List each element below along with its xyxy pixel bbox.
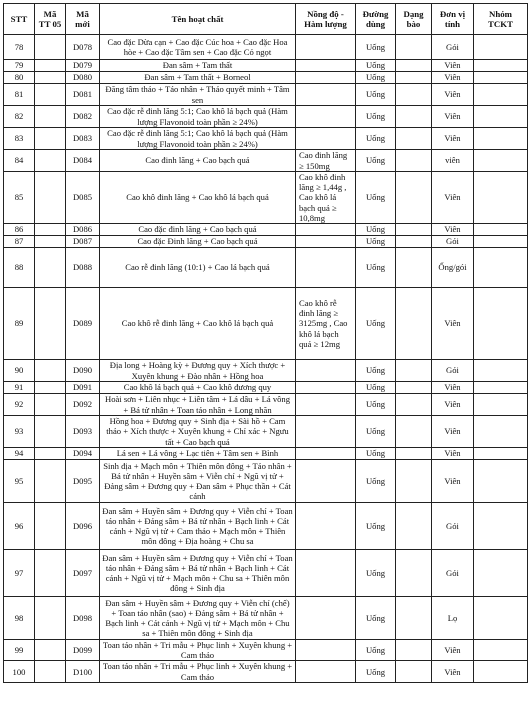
row-ma-moi: D088 bbox=[66, 248, 100, 288]
row-dang-bao bbox=[396, 550, 432, 597]
row-duong-dung: Uống bbox=[356, 288, 396, 360]
row-stt: 96 bbox=[4, 503, 35, 550]
row-ma-moi: D099 bbox=[66, 640, 100, 661]
row-ten-hoat-chat: Đan sâm + Tam thất bbox=[100, 60, 296, 72]
table-row bbox=[4, 661, 528, 682]
row-ma-moi: D096 bbox=[66, 503, 100, 550]
table-row bbox=[4, 503, 528, 550]
table-row bbox=[4, 35, 528, 60]
row-stt: 91 bbox=[4, 382, 35, 394]
row-stt: 89 bbox=[4, 288, 35, 360]
row-don-vi: Viên bbox=[432, 60, 474, 72]
row-nhom bbox=[474, 416, 528, 448]
row-don-vi: Viên bbox=[432, 72, 474, 84]
row-stt: 78 bbox=[4, 35, 35, 60]
header-stt: STT bbox=[4, 4, 35, 35]
row-stt: 93 bbox=[4, 416, 35, 448]
row-don-vi: Viên bbox=[432, 416, 474, 448]
table-row bbox=[4, 248, 528, 288]
row-don-vi: Viên bbox=[432, 128, 474, 150]
row-duong-dung: Uống bbox=[356, 640, 396, 661]
row-duong-dung: Uống bbox=[356, 416, 396, 448]
row-dang-bao bbox=[396, 360, 432, 382]
row-ten-hoat-chat: Cao khô rễ đinh lăng + Cao khô lá bạch quả bbox=[100, 288, 296, 360]
row-ma-moi: D082 bbox=[66, 106, 100, 128]
row-ma-tt05 bbox=[35, 288, 66, 360]
row-ma-moi: D090 bbox=[66, 360, 100, 382]
row-dang-bao bbox=[396, 172, 432, 224]
row-stt: 80 bbox=[4, 72, 35, 84]
row-stt: 99 bbox=[4, 640, 35, 661]
row-stt: 94 bbox=[4, 448, 35, 460]
row-don-vi: viên bbox=[432, 150, 474, 172]
row-ma-moi: D080 bbox=[66, 72, 100, 84]
row-don-vi: Viên bbox=[432, 382, 474, 394]
row-don-vi: Ống/gói bbox=[432, 248, 474, 288]
header-row bbox=[4, 4, 528, 35]
row-nong-do bbox=[296, 640, 356, 661]
row-stt: 83 bbox=[4, 128, 35, 150]
header-nhom: Nhóm TCKT bbox=[474, 4, 528, 35]
row-ten-hoat-chat: Sinh địa + Mạch môn + Thiên môn đông + Táo nhân + Bá tử nhân + Huyền sâm + Viễn chí + Ngũ vị tử + Đảng sâm + Đương quy + Đan sâm + Phục thần + Cát cánh bbox=[100, 460, 296, 503]
table-row bbox=[4, 382, 528, 394]
row-nong-do bbox=[296, 248, 356, 288]
row-ten-hoat-chat: Cao rễ đinh lăng (10:1) + Cao lá bạch quả bbox=[100, 248, 296, 288]
row-dang-bao bbox=[396, 597, 432, 640]
row-ma-moi: D087 bbox=[66, 236, 100, 248]
row-duong-dung: Uống bbox=[356, 84, 396, 106]
row-dang-bao bbox=[396, 106, 432, 128]
row-ten-hoat-chat: Cao khô lá bạch quả + Cao khô đương quy bbox=[100, 382, 296, 394]
row-ma-tt05 bbox=[35, 248, 66, 288]
row-ma-moi: D094 bbox=[66, 448, 100, 460]
row-ma-moi: D078 bbox=[66, 35, 100, 60]
row-duong-dung: Uống bbox=[356, 597, 396, 640]
row-nong-do bbox=[296, 360, 356, 382]
row-ten-hoat-chat: Toan táo nhân + Tri mẫu + Phục linh + Xuyên khung + Cam thảo bbox=[100, 661, 296, 682]
row-ten-hoat-chat: Toan táo nhân + Tri mẫu + Phục linh + Xuyên khung + Cam thảo bbox=[100, 640, 296, 661]
row-ten-hoat-chat: Cao đặc đinh lăng + Cao bạch quả bbox=[100, 224, 296, 236]
row-ten-hoat-chat: Cao đinh lăng + Cao bạch quả bbox=[100, 150, 296, 172]
table-row bbox=[4, 550, 528, 597]
row-ma-moi: D091 bbox=[66, 382, 100, 394]
row-nhom bbox=[474, 72, 528, 84]
row-ten-hoat-chat: Cao đặc Dừa cạn + Cao đặc Cúc hoa + Cao đặc Hoa hòe + Cao đặc Tâm sen + Cao đặc Cỏ ngọt bbox=[100, 35, 296, 60]
table-row bbox=[4, 72, 528, 84]
row-nong-do bbox=[296, 106, 356, 128]
row-ten-hoat-chat: Đăng tâm thảo + Táo nhân + Thảo quyết minh + Tâm sen bbox=[100, 84, 296, 106]
row-dang-bao bbox=[396, 248, 432, 288]
row-nong-do: Cao đinh lăng ≥ 150mg bbox=[296, 150, 356, 172]
row-ma-tt05 bbox=[35, 416, 66, 448]
row-ma-moi: D079 bbox=[66, 60, 100, 72]
row-don-vi: Viên bbox=[432, 661, 474, 682]
header-ma-tt05: Mã TT 05 bbox=[35, 4, 66, 35]
table-body bbox=[4, 35, 528, 683]
row-dang-bao bbox=[396, 640, 432, 661]
row-ma-tt05 bbox=[35, 597, 66, 640]
row-nhom bbox=[474, 84, 528, 106]
row-duong-dung: Uống bbox=[356, 60, 396, 72]
header-ten-hoat-chat: Tên hoạt chất bbox=[100, 4, 296, 35]
row-nong-do bbox=[296, 394, 356, 416]
header-nong-do: Nồng độ - Hàm lượng bbox=[296, 4, 356, 35]
row-ma-tt05 bbox=[35, 661, 66, 682]
row-dang-bao bbox=[396, 128, 432, 150]
row-ma-moi: D093 bbox=[66, 416, 100, 448]
row-stt: 95 bbox=[4, 460, 35, 503]
row-ma-tt05 bbox=[35, 172, 66, 224]
row-dang-bao bbox=[396, 72, 432, 84]
row-stt: 88 bbox=[4, 248, 35, 288]
header-dang-bao: Dạng bào bbox=[396, 4, 432, 35]
row-duong-dung: Uống bbox=[356, 248, 396, 288]
row-ma-moi: D097 bbox=[66, 550, 100, 597]
row-ma-moi: D092 bbox=[66, 394, 100, 416]
row-stt: 90 bbox=[4, 360, 35, 382]
row-nhom bbox=[474, 550, 528, 597]
row-duong-dung: Uống bbox=[356, 503, 396, 550]
row-ma-tt05 bbox=[35, 394, 66, 416]
row-nong-do bbox=[296, 236, 356, 248]
row-stt: 87 bbox=[4, 236, 35, 248]
row-ma-tt05 bbox=[35, 382, 66, 394]
row-don-vi: Viên bbox=[432, 460, 474, 503]
row-nhom bbox=[474, 150, 528, 172]
row-ma-tt05 bbox=[35, 640, 66, 661]
row-ma-tt05 bbox=[35, 72, 66, 84]
row-nhom bbox=[474, 448, 528, 460]
row-duong-dung: Uống bbox=[356, 72, 396, 84]
row-nhom bbox=[474, 640, 528, 661]
drug-table bbox=[3, 3, 528, 683]
row-nhom bbox=[474, 597, 528, 640]
table-row bbox=[4, 288, 528, 360]
row-ten-hoat-chat: Cao đặc rễ đinh lăng 5:1; Cao khô lá bạch quả (Hàm lượng Flavonoid toàn phần ≥ 24%) bbox=[100, 106, 296, 128]
row-dang-bao bbox=[396, 236, 432, 248]
row-ma-moi: D083 bbox=[66, 128, 100, 150]
row-stt: 81 bbox=[4, 84, 35, 106]
row-ten-hoat-chat: Cao khô đinh lăng + Cao khô lá bạch quả bbox=[100, 172, 296, 224]
row-nhom bbox=[474, 382, 528, 394]
row-ma-moi: D095 bbox=[66, 460, 100, 503]
row-nong-do bbox=[296, 448, 356, 460]
row-nhom bbox=[474, 288, 528, 360]
row-duong-dung: Uống bbox=[356, 448, 396, 460]
row-don-vi: Lọ bbox=[432, 597, 474, 640]
row-ma-tt05 bbox=[35, 503, 66, 550]
row-duong-dung: Uống bbox=[356, 35, 396, 60]
table-row bbox=[4, 106, 528, 128]
header-ma-moi: Mã mới bbox=[66, 4, 100, 35]
row-ten-hoat-chat: Cao đặc Đinh lăng + Cao bạch quả bbox=[100, 236, 296, 248]
row-stt: 85 bbox=[4, 172, 35, 224]
row-nhom bbox=[474, 60, 528, 72]
document-page bbox=[3, 3, 528, 683]
row-ma-tt05 bbox=[35, 460, 66, 503]
row-ma-tt05 bbox=[35, 60, 66, 72]
row-stt: 86 bbox=[4, 224, 35, 236]
row-ma-moi: D081 bbox=[66, 84, 100, 106]
row-don-vi: Viên bbox=[432, 288, 474, 360]
row-dang-bao bbox=[396, 448, 432, 460]
row-don-vi: Viên bbox=[432, 640, 474, 661]
row-don-vi: Viên bbox=[432, 224, 474, 236]
row-nong-do bbox=[296, 224, 356, 236]
row-ten-hoat-chat: Đan sâm + Tam thất + Borneol bbox=[100, 72, 296, 84]
table-row bbox=[4, 84, 528, 106]
row-nong-do: Cao khô rễ đinh lăng ≥ 3125mg , Cao khô lá bạch quả ≥ 12mg bbox=[296, 288, 356, 360]
row-nong-do bbox=[296, 550, 356, 597]
row-stt: 92 bbox=[4, 394, 35, 416]
row-nhom bbox=[474, 503, 528, 550]
row-nhom bbox=[474, 394, 528, 416]
row-duong-dung: Uống bbox=[356, 394, 396, 416]
row-stt: 82 bbox=[4, 106, 35, 128]
table-row bbox=[4, 224, 528, 236]
row-duong-dung: Uống bbox=[356, 550, 396, 597]
row-stt: 79 bbox=[4, 60, 35, 72]
row-stt: 97 bbox=[4, 550, 35, 597]
row-ten-hoat-chat: Hoài sơn + Liên nhục + Liên tâm + Lá dâu + Lá vông + Bá tử nhân + Toan táo nhân + Long nhãn bbox=[100, 394, 296, 416]
row-stt: 100 bbox=[4, 661, 35, 682]
row-dang-bao bbox=[396, 394, 432, 416]
row-nong-do bbox=[296, 661, 356, 682]
row-nhom bbox=[474, 236, 528, 248]
row-stt: 84 bbox=[4, 150, 35, 172]
row-nong-do bbox=[296, 503, 356, 550]
row-nong-do bbox=[296, 128, 356, 150]
table-row bbox=[4, 360, 528, 382]
row-nong-do bbox=[296, 60, 356, 72]
row-nong-do bbox=[296, 416, 356, 448]
row-don-vi: Viên bbox=[432, 106, 474, 128]
row-ten-hoat-chat: Đan sâm + Huyền sâm + Đương quy + Viễn chí + Toan táo nhân + Đảng sâm + Bá tử nhân + Bạch linh + Cát cánh + Ngũ vị tử + Mạch môn + Chu sa + Thiên môn đông + Sinh địa bbox=[100, 550, 296, 597]
row-dang-bao bbox=[396, 382, 432, 394]
row-ma-moi: D084 bbox=[66, 150, 100, 172]
row-ma-tt05 bbox=[35, 150, 66, 172]
row-don-vi: Gói bbox=[432, 503, 474, 550]
row-don-vi: Gói bbox=[432, 35, 474, 60]
row-duong-dung: Uống bbox=[356, 382, 396, 394]
row-nong-do bbox=[296, 72, 356, 84]
table-row bbox=[4, 394, 528, 416]
row-ten-hoat-chat: Địa long + Hoàng kỳ + Đương quy + Xích thược + Xuyên khung + Đào nhân + Hồng hoa bbox=[100, 360, 296, 382]
row-stt: 98 bbox=[4, 597, 35, 640]
row-ten-hoat-chat: Hồng hoa + Đương quy + Sinh địa + Sài hồ + Cam thảo + Xích thược + Xuyên khung + Chỉ xác + Ngưu tất + Cao bạch quả bbox=[100, 416, 296, 448]
row-ma-moi: D089 bbox=[66, 288, 100, 360]
row-nhom bbox=[474, 35, 528, 60]
row-don-vi: Viên bbox=[432, 394, 474, 416]
table-row bbox=[4, 597, 528, 640]
row-duong-dung: Uống bbox=[356, 172, 396, 224]
row-don-vi: Viên bbox=[432, 172, 474, 224]
table-row bbox=[4, 416, 528, 448]
row-nhom bbox=[474, 360, 528, 382]
row-nhom bbox=[474, 661, 528, 682]
row-ten-hoat-chat: Cao đặc rễ đinh lăng 5:1; Cao khô lá bạch quả (Hàm lượng Flavonoid toàn phần ≥ 24%) bbox=[100, 128, 296, 150]
row-ten-hoat-chat: Lá sen + Lá vông + Lạc tiên + Tâm sen + Bình bbox=[100, 448, 296, 460]
row-don-vi: Viên bbox=[432, 84, 474, 106]
row-dang-bao bbox=[396, 150, 432, 172]
row-dang-bao bbox=[396, 661, 432, 682]
row-nhom bbox=[474, 172, 528, 224]
row-ma-tt05 bbox=[35, 106, 66, 128]
row-ten-hoat-chat: Đan sâm + Huyền sâm + Đương quy + Viễn chí (chế) + Toan táo nhân (sao) + Đảng sâm + Bá tử nhân + Bạch linh + Cát cánh + Ngũ vị tử + Mạch môn + Chu sa + Thiên môn đông + Sinh địa bbox=[100, 597, 296, 640]
row-duong-dung: Uống bbox=[356, 460, 396, 503]
table-row bbox=[4, 172, 528, 224]
row-nhom bbox=[474, 460, 528, 503]
row-don-vi: Viên bbox=[432, 448, 474, 460]
row-dang-bao bbox=[396, 35, 432, 60]
row-nong-do bbox=[296, 597, 356, 640]
row-dang-bao bbox=[396, 416, 432, 448]
table-row bbox=[4, 460, 528, 503]
row-nhom bbox=[474, 224, 528, 236]
row-ma-tt05 bbox=[35, 128, 66, 150]
table-row bbox=[4, 236, 528, 248]
row-dang-bao bbox=[396, 84, 432, 106]
row-ma-tt05 bbox=[35, 84, 66, 106]
table-row bbox=[4, 128, 528, 150]
row-duong-dung: Uống bbox=[356, 150, 396, 172]
row-nong-do: Cao khô đinh lăng ≥ 1,44g , Cao khô lá bạch quả ≥ 10,8mg bbox=[296, 172, 356, 224]
row-ma-tt05 bbox=[35, 360, 66, 382]
row-ma-tt05 bbox=[35, 236, 66, 248]
row-duong-dung: Uống bbox=[356, 128, 396, 150]
table-row bbox=[4, 448, 528, 460]
row-ma-moi: D098 bbox=[66, 597, 100, 640]
row-duong-dung: Uống bbox=[356, 106, 396, 128]
row-ten-hoat-chat: Đan sâm + Huyền sâm + Đương quy + Viễn chí + Toan táo nhân + Đảng sâm + Bá tử nhân + Bạch linh + Cát cánh + Ngũ vị tử + Cam thảo + Mạch môn + Thiên môn đông + Địa hoàng + Chu sa bbox=[100, 503, 296, 550]
row-nong-do bbox=[296, 84, 356, 106]
row-ma-tt05 bbox=[35, 35, 66, 60]
row-don-vi: Gói bbox=[432, 236, 474, 248]
row-don-vi: Gói bbox=[432, 550, 474, 597]
row-duong-dung: Uống bbox=[356, 224, 396, 236]
row-dang-bao bbox=[396, 288, 432, 360]
row-duong-dung: Uống bbox=[356, 661, 396, 682]
table-row bbox=[4, 640, 528, 661]
row-nhom bbox=[474, 248, 528, 288]
row-ma-moi: D086 bbox=[66, 224, 100, 236]
row-dang-bao bbox=[396, 503, 432, 550]
row-duong-dung: Uống bbox=[356, 360, 396, 382]
row-nhom bbox=[474, 106, 528, 128]
row-don-vi: Gói bbox=[432, 360, 474, 382]
header-don-vi: Đơn vị tính bbox=[432, 4, 474, 35]
row-ma-tt05 bbox=[35, 550, 66, 597]
row-dang-bao bbox=[396, 60, 432, 72]
row-duong-dung: Uống bbox=[356, 236, 396, 248]
row-nhom bbox=[474, 128, 528, 150]
row-ma-tt05 bbox=[35, 448, 66, 460]
row-nong-do bbox=[296, 35, 356, 60]
row-ma-moi: D100 bbox=[66, 661, 100, 682]
table-row bbox=[4, 60, 528, 72]
row-dang-bao bbox=[396, 460, 432, 503]
row-dang-bao bbox=[396, 224, 432, 236]
header-duong-dung: Đường dùng bbox=[356, 4, 396, 35]
row-nong-do bbox=[296, 460, 356, 503]
row-ma-moi: D085 bbox=[66, 172, 100, 224]
row-ma-tt05 bbox=[35, 224, 66, 236]
row-nong-do bbox=[296, 382, 356, 394]
table-row bbox=[4, 150, 528, 172]
